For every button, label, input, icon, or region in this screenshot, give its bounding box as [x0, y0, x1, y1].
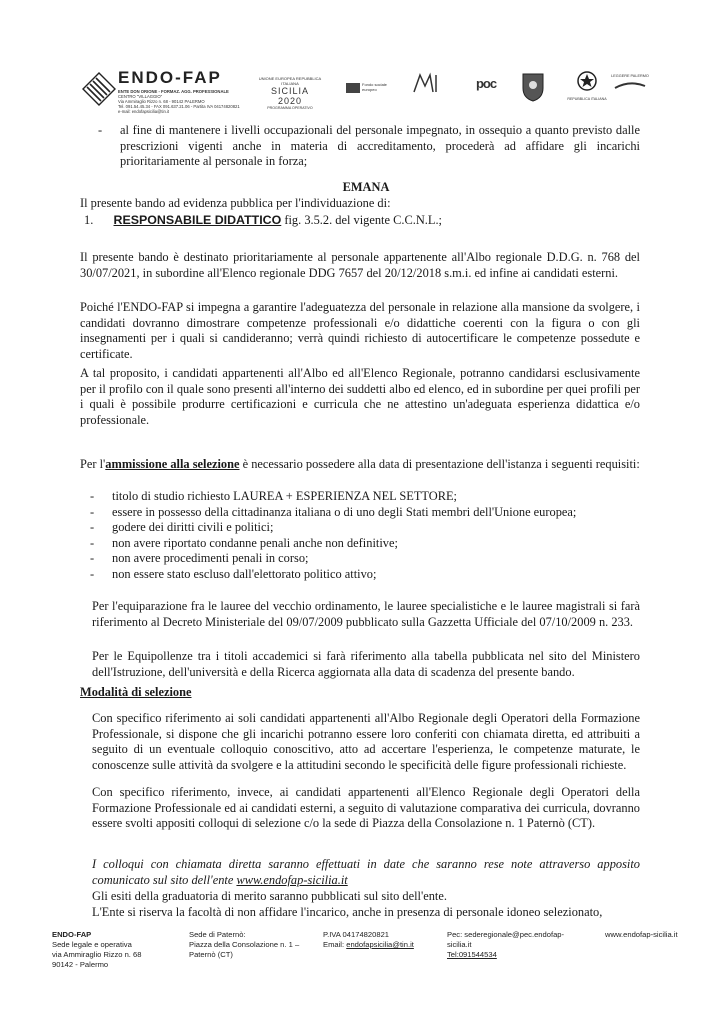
- para-destinato: Il presente bando è destinato prioritariamente al personale appartenente all'Albo regionale D.D.G. n. 768 del 30/07/2021, in subordine all'Elenco regionale DDG 7657 del 20/12/2018 s.m.i. ed infine ai candidati esterni.: [80, 250, 640, 280]
- para-riserva: L'Ente si riserva la facoltà di non affidare l'incarico, anche in presenza di personale idoneo selezionato,: [92, 905, 603, 919]
- org-name: ENDO-FAP: [118, 68, 222, 87]
- requisito-item: - essere in possesso della cittadinanza italiana o di uno degli Stati membri dell'Unione europea;: [84, 505, 644, 521]
- para-elenco: Con specifico riferimento, invece, ai candidati appartenenti all'Elenco Regionale degli Operatori della Formazione Professionale ed ai candidati esterni, a seguito di valutazione comparativa dei curricula, dovranno essere svolti appositi colloqui di selezione c/o la sede di Piazza della Consolazione n. 1 Paternò (CT).: [92, 785, 640, 831]
- requisito-item: - non essere stato escluso dall'elettorato politico attivo;: [84, 567, 644, 583]
- endofap-logo: [80, 68, 240, 114]
- footer-line: Sede legale e operativa: [52, 940, 132, 949]
- eu-flag-icon: [346, 83, 360, 93]
- sicilia-2020-logo: [258, 76, 322, 110]
- para-ammissione: [80, 457, 640, 473]
- org-sub-line: Via Ammiraglio Rizzo n. 68 - 90142 PALERMO: [118, 99, 205, 104]
- ml-logo: [408, 72, 444, 99]
- footer-email-line: [323, 940, 433, 950]
- region-coat-logo: [520, 72, 546, 107]
- role-rest: fig. 3.5.2. del vigente C.C.N.L.;: [281, 213, 442, 227]
- eu-fund-text: Fondo sociale europeo: [362, 82, 387, 92]
- para-equipollenze: Per le Equipollenze tra i titoli accademici si farà riferimento alla tabella pubblicata nel sito del Ministero dell'Istruzione, dell'università e della Ricerca aggiornata alla data di scadenza del presente bando.: [92, 649, 640, 679]
- colloqui-text: I colloqui con chiamata diretta saranno effettuati in date che saranno rese note attraverso apposito comunicato sul sito dell'ente: [92, 857, 640, 887]
- leggere-logo: [608, 74, 652, 97]
- footer-line: 90142 - Palermo: [52, 960, 109, 969]
- para-proposito: A tal proposito, i candidati appartenenti all'Albo ed all'Elenco Regionale, potranno candidarsi esclusivamente per il profilo con il quale sono presenti all'interno dei suddetti albo ed elenco, ed in subordine per quei profili per i quali è possibile produrre certificazioni e curricula che ne attestino un'adeguata esperienza didattica e/o professionale.: [80, 366, 640, 427]
- footer-email-label: Email:: [323, 940, 347, 949]
- role-line: [84, 213, 640, 229]
- star-emblem-icon: [576, 70, 598, 92]
- footer-email-link[interactable]: endofapsicilia@tin.it: [346, 940, 414, 949]
- poc-logo: poc: [475, 76, 497, 91]
- ammissione-bold: ammissione alla selezione: [105, 457, 240, 471]
- eu-fund-logo: [346, 80, 396, 96]
- footer-line: Pec: sederegionale@pec.endofap-: [447, 930, 565, 939]
- org-sub-line: Tel. 091.54.45.34 - FAX 091.637.21.06 - Partita IVA 04174820821: [118, 104, 240, 109]
- footer-website[interactable]: www.endofap-sicilia.it: [605, 930, 678, 939]
- footer-line: Sede di Paternò:: [189, 930, 246, 939]
- footer-col-legal: [52, 930, 172, 970]
- para-impegna: Poiché l'ENDO-FAP si impegna a garantire l'adeguatezza del personale in relazione alla mansione da svolgere, i candidati dovranno dimostrare competenze professionali e/o didattiche coerenti con la figura o con gli insegnamenti per i quali si candideranno; verrà quindi richiesto di autocertificare le competenze possedute e certificate.: [80, 300, 640, 361]
- footer-col-paterno: [189, 930, 314, 960]
- swoosh-icon: [613, 80, 647, 92]
- requisiti-list: [84, 489, 644, 583]
- sicilia-top-text: UNIONE EUROPEA REPUBBLICA ITALIANA: [258, 76, 322, 86]
- sicilia-sub: PROGRAMMA OPERATIVO: [267, 106, 313, 110]
- org-sub-line: ENTE DON ORIONE - FORMAZ. AGG. PROFESSIONALE: [118, 89, 229, 94]
- repubblica-logo: [565, 70, 609, 102]
- intro-bullet: [92, 123, 640, 170]
- footer-piva: P.IVA 04174820821: [323, 930, 390, 939]
- requisito-item: - titolo di studio richiesto LAUREA + ESPERIENZA NEL SETTORE;: [84, 489, 644, 505]
- ammissione-post: è necessario possedere alla data di presentazione dell'istanza i seguenti requisiti:: [239, 457, 640, 471]
- requisito-item: - godere dei diritti civili e politici;: [84, 520, 644, 536]
- footer-col-contacts: [323, 930, 433, 950]
- footer-org: ENDO-FAP: [52, 930, 92, 939]
- ammissione-pre: Per l': [80, 457, 106, 471]
- modalita-heading: Modalità di selezione: [80, 685, 192, 699]
- list-item: - al fine di mantenere i livelli occupazionali del personale impegnato, in ossequio a quanto previsto dalle prescrizioni vigenti anche in materia di accreditamento, procederà ad affidare gli incarichi prioritariamente al personale in forza;: [92, 123, 640, 170]
- footer-tel: Tel:091544534: [447, 950, 497, 959]
- requisito-item: - non avere procedimenti penali in corso;: [84, 551, 644, 567]
- bando-intro: Il presente bando ad evidenza pubblica per l'individuazione di:: [80, 196, 391, 210]
- role-number: 1.: [84, 213, 94, 227]
- para-esiti: Gli esiti della graduatoria di merito saranno pubblicati sul sito dell'ente.: [92, 889, 447, 903]
- para-equiparazione: Per l'equiparazione fra le lauree del vecchio ordinamento, le lauree specialistiche e le lauree magistrali si farà riferimento al Decreto Ministeriale del 09/07/2009 pubblicato sulla Gazzetta Ufficiale del 07/10/2009 n. 233.: [92, 599, 640, 629]
- sicilia-name: SICILIA 2020: [270, 86, 309, 106]
- footer-line: Paternò (CT): [189, 950, 233, 959]
- repubblica-text: REPUBBLICA ITALIANA: [567, 97, 607, 101]
- leggere-text: LEGGERE PALERMO: [611, 74, 649, 78]
- coat-of-arms-icon: [521, 72, 545, 102]
- endofap-emblem-icon: [82, 72, 116, 106]
- footer-line: Piazza della Consolazione n. 1 –: [189, 940, 300, 949]
- para-colloqui: [92, 857, 640, 888]
- footer-col-pec: [447, 930, 587, 960]
- org-sub-line: e-mail: endofapsicilia@tin.it: [118, 109, 170, 114]
- footer-line: via Ammiraglio Rizzo n. 68: [52, 950, 142, 959]
- website-link[interactable]: www.endofap-sicilia.it: [236, 872, 348, 887]
- requisito-item: - non avere riportato condanne penali anche non definitive;: [84, 536, 644, 552]
- para-albo: Con specifico riferimento ai soli candidati appartenenti all'Albo Regionale degli Operatori della Formazione Professionale, si dispone che gli incarichi potranno essere loro conferiti con chiamata diretta, ed attribuiti a seguito di un eventuale colloquio conoscitivo, atto ad accertare l'esperienza, le competenze maturate, le conoscenze sulle attività da svolgere e la attitudini secondo le specificità delle figure professionali richieste.: [92, 711, 640, 772]
- footer-line: sicilia.it: [447, 940, 472, 949]
- ml-emblem-icon: [411, 72, 441, 94]
- org-sub-line: CENTRO "VILLAGGIO": [118, 94, 163, 99]
- emana-heading: EMANA: [342, 180, 390, 194]
- role-title: RESPONSABILE DIDATTICO: [113, 213, 282, 227]
